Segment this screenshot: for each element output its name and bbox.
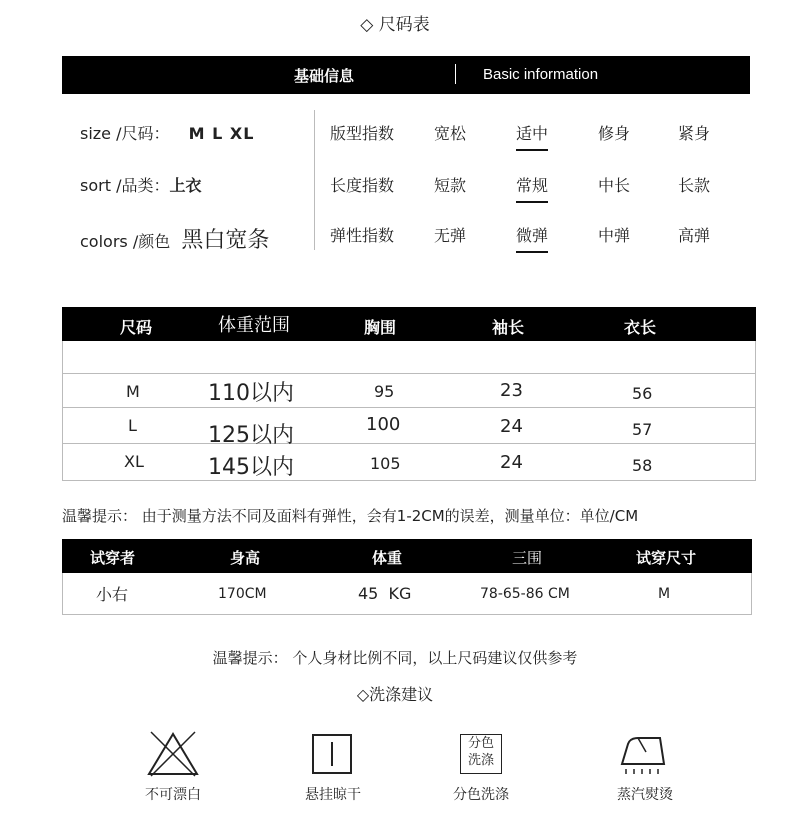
care-label: 不可漂白 (145, 787, 201, 803)
care-label: 分色洗涤 (453, 787, 509, 803)
info-divider (314, 110, 315, 250)
no-bleach-icon (145, 728, 201, 782)
colors-value: 黑白宽条 (181, 228, 270, 253)
cell-height: 170CM (218, 586, 267, 602)
selected-underline (516, 201, 548, 203)
header-height: 身高 (230, 549, 261, 567)
size-table-header (62, 307, 756, 341)
header-size: 尺码 (120, 318, 153, 337)
metric-option-selected: 适中 (516, 121, 548, 144)
size-tip: 温馨提示： 个人身材比例不同，以上尺码建议仅供参考 (212, 649, 578, 667)
metric-option: 中弹 (598, 226, 631, 245)
table-row (62, 444, 756, 480)
sort-label: sort /品类： (80, 176, 170, 195)
steam-iron-icon (618, 732, 670, 780)
header-chest: 胸围 (364, 318, 397, 337)
metric-option: 宽松 (434, 124, 467, 143)
metric-option: 无弹 (434, 226, 467, 245)
cell-sleeve: 24 (500, 416, 523, 437)
wash-separately-icon (460, 734, 502, 774)
header-weight: 体重范围 (218, 315, 290, 336)
cell-length: 57 (632, 420, 653, 439)
cell-size: L (128, 416, 137, 435)
cell-fit-size: M (658, 586, 671, 602)
cell-weight: 45 KG (358, 584, 412, 603)
care-label: 悬挂晾干 (305, 787, 361, 803)
size-label: size /尺码： (80, 124, 170, 143)
care-label: 蒸汽熨烫 (617, 787, 673, 803)
metric-option: 短款 (434, 176, 467, 195)
basic-info-en: Basic information (483, 66, 599, 83)
icon-text: 分色 (467, 736, 494, 751)
header-weight: 体重 (372, 549, 403, 567)
icon-text: 洗涤 (467, 753, 494, 768)
metric-option: 紧身 (678, 124, 711, 143)
cell-measurements: 78-65-86 CM (480, 586, 570, 602)
colors-label: colors /颜色 (80, 232, 171, 251)
cell-model: 小右 (96, 585, 129, 604)
cell-size: XL (124, 452, 144, 471)
cell-chest: 100 (366, 414, 401, 435)
page-title: ◇ 尺码表 (360, 15, 430, 35)
metric-option: 高弹 (678, 226, 711, 245)
selected-underline (516, 251, 548, 253)
metric-option: 长款 (678, 176, 711, 195)
metric-label: 长度指数 (330, 176, 395, 195)
header-measurements: 三围 (512, 549, 543, 567)
metric-label: 版型指数 (330, 124, 395, 143)
cell-size: M (126, 382, 140, 401)
size-row (80, 121, 254, 144)
header-sleeve: 袖长 (492, 318, 525, 337)
cell-chest: 105 (370, 454, 401, 473)
sort-row (80, 173, 201, 196)
metric-option: 修身 (598, 124, 631, 143)
selected-underline (516, 149, 548, 151)
basic-info-bar (62, 56, 750, 94)
cell-length: 56 (632, 384, 653, 403)
measure-tip: 温馨提示： 由于测量方法不同及面料有弹性，会有1-2CM的误差，测量单位：单位/CM (62, 507, 639, 525)
cell-sleeve: 23 (500, 380, 523, 401)
cell-chest: 95 (374, 382, 395, 401)
cell-weight: 145以内 (208, 455, 294, 480)
header-fit-size: 试穿尺寸 (636, 549, 697, 567)
basic-info-cn: 基础信息 (294, 67, 355, 85)
metric-label: 弹性指数 (330, 226, 395, 245)
model-table-header (62, 539, 752, 573)
table-row (62, 374, 756, 408)
divider (455, 64, 456, 84)
size-value: M L XL (188, 124, 255, 143)
metric-option-selected: 常规 (516, 173, 548, 196)
colors-row (80, 223, 269, 254)
wash-title: ◇洗涤建议 (356, 685, 434, 704)
sort-value: 上衣 (169, 176, 202, 195)
cell-length: 58 (632, 456, 653, 475)
metric-option: 中长 (598, 176, 631, 195)
cell-weight: 125以内 (208, 423, 294, 448)
cell-sleeve: 24 (500, 452, 523, 473)
header-model: 试穿者 (90, 549, 136, 567)
header-length: 衣长 (624, 318, 657, 337)
hang-dry-icon (312, 734, 352, 778)
table-row (62, 408, 756, 448)
model-row (62, 574, 752, 614)
cell-weight: 110以内 (208, 381, 294, 406)
metric-option-selected: 微弹 (516, 223, 548, 246)
